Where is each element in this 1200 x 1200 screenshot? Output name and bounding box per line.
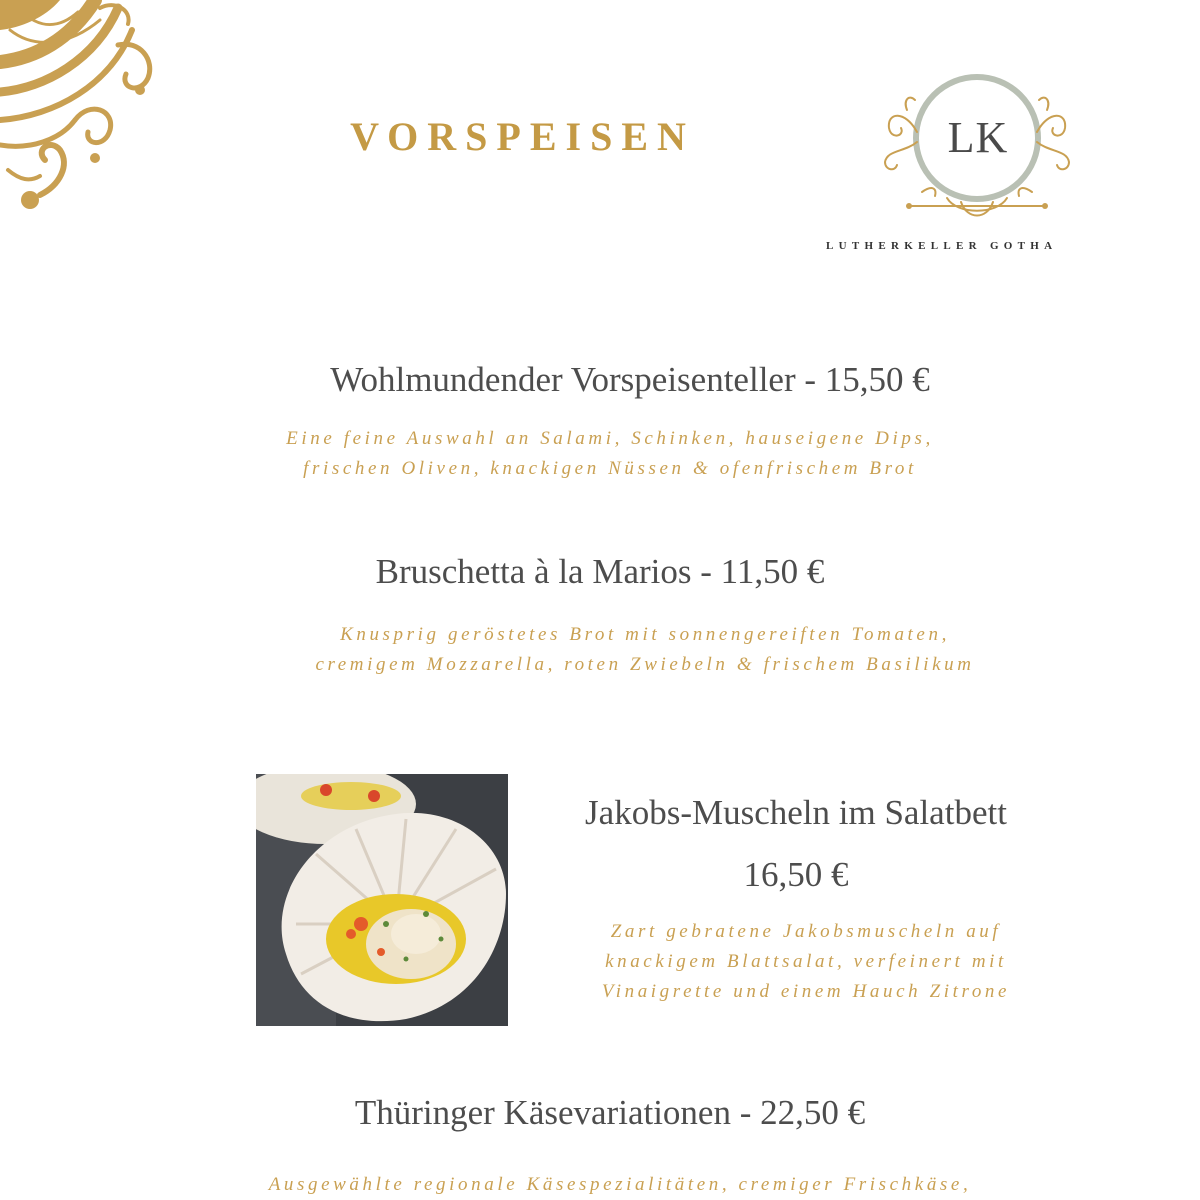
description-line: cremigem Mozzarella, roten Zwiebeln & frischem Basilikum — [315, 654, 975, 675]
dish-description — [520, 917, 1092, 1007]
description-line: Ausgewählte regionale Käsespezialitäten, cremiger Frischkäse, — [268, 1174, 972, 1195]
scallop-dish-photo — [256, 774, 508, 1026]
dish-title: Thüringer Käsevariationen - 22,50 € — [354, 1093, 866, 1132]
description-line: Eine feine Auswahl an Salami, Schinken, hauseigene Dips, — [286, 428, 934, 449]
dish-description — [180, 620, 1110, 680]
description-line: frischen Oliven, knackigen Nüssen & ofenfrischem Brot — [303, 458, 917, 479]
dish-description — [180, 424, 1040, 484]
dish-title: Jakobs-Muscheln im Salatbett — [585, 793, 1007, 832]
description-line: Vinaigrette und einem Hauch Zitrone — [601, 981, 1011, 1002]
section-heading: VORSPEISEN — [350, 114, 695, 159]
dish-description — [120, 1170, 1120, 1200]
dish-price: 16,50 € — [743, 855, 849, 894]
description-line: Zart gebratene Jakobsmuscheln auf — [610, 921, 1002, 942]
dish-title: Wohlmundender Vorspeisenteller - 15,50 € — [330, 360, 930, 399]
description-line: knackigem Blattsalat, verfeinert mit — [605, 951, 1007, 972]
description-line: Knusprig geröstetes Brot mit sonnengereiften Tomaten, — [340, 624, 950, 645]
restaurant-name: LUTHERKELLER GOTHA — [826, 240, 1058, 252]
corner-ornament — [0, 0, 160, 210]
dish-title: Bruschetta à la Marios - 11,50 € — [375, 552, 825, 591]
logo-initials: LK — [947, 113, 1009, 162]
